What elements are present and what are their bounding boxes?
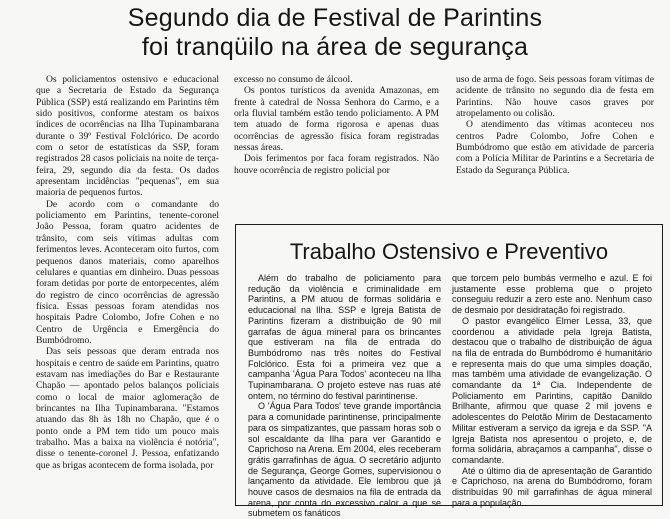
box-column-2 xyxy=(452,273,652,508)
box-column-1 xyxy=(248,273,441,519)
paragraph: Das seis pessoas que deram entrada nos hospitais e centro de saúde em Parintins, quatro estavam nas imediações do Bar e Restaurante Chapão — apontado pelos balanços policiais como o local de maior aglomeração de brincantes na Ilha Tupinambarana. "Estamos atuando das 8h às 18h no Chapão, que é o ponto onde a PM tem tido um pouco mais trabalho. Mas a baixa na violência é notória", disse o tenente-coronel J. Pessoa, enfatizando que as brigas acontecem de forma isolada, por xyxy=(36,346,219,471)
headline-line-1: Segundo dia de Festival de Parintins xyxy=(127,4,543,32)
article-column-3 xyxy=(456,74,654,214)
paragraph: que torcem pelo bumbás vermelho e azul. E foi justamente esse problema que o projeto conseguiu reduzir a zero este ano. Nenhum caso de desmaio por desidratação foi registrado. xyxy=(452,273,652,316)
paragraph: O 'Água Para Todos' teve grande importância para a comunidade parintinense, principalmente para os simpatizantes, que passam horas sob o sol escaldante da Ilha para ver Garantido e Caprichoso na Arena. Em 2004, eles receberam grátis garrafinhas de água. O secretário adjunto de Segurança, George Gomes, supervisionou o lançamento da atividade. Ele lembrou que já houve casos de desmaios na fila de entrada da arena, por conta do excessivo calor a que se submetem os fanáticos xyxy=(248,401,441,519)
sidebar-box xyxy=(235,224,663,519)
box-title: Trabalho Ostensivo e Preventivo xyxy=(289,239,609,264)
article-column-2 xyxy=(234,74,439,214)
paragraph: Dois ferimentos por faca foram registrados. Não houve ocorrência de registro policial por xyxy=(234,153,439,176)
paragraph: O atendimento das vítimas aconteceu nos centros Padre Colombo, Jofre Cohen e Bumbódromo que estão em atividade de parceria com a Polícia Militar de Parintins e a Secretaria de Estado da Segurança Pública. xyxy=(456,119,654,176)
headline xyxy=(0,4,670,62)
paragraph: Os policiamentos ostensivo e educacional que a Secretaria de Estado da Segurança Pública (SSP) está realizando em Parintins têm sido positivos, conforme atestam os baixos índices de ocorrências na Ilha Tupinambarana durante o 39º Festival Folclórico. De acordo com o setor de estatísticas da SSP, foram registrados 28 casos policiais na noite de terça-feira, 29, segundo dia da festa. Os dados apresentam incidências "pequenas", em sua maioria de pequenos furtos. xyxy=(36,74,219,199)
article-column-1 xyxy=(36,74,219,506)
paragraph: uso de arma de fogo. Seis pessoas foram vítimas de acidente de trânsito no segundo dia de festa em Parintins. Não houve casos graves por atropelamento ou colisão. xyxy=(456,74,654,120)
paragraph: Até o último dia de apresentação de Garantido e Caprichoso, na arena do Bumbódromo, foram distribuídas 90 mil garrafinhas de água mineral para a população. xyxy=(452,465,652,508)
paragraph: De acordo com o comandante do policiamento em Parintins, tenente-coronel João Pessoa, foram quatro acidentes de trânsito, com seis vítimas adultas com ferimentos leves. Aconteceram oito furtos, com pequenos danos materiais, como aparelhos celulares e quantias em dinheiro. Duas pessoas foram detidas por porte de entorpecentes, além do registro de cinco ocorrências de agressão física. Essas pessoas foram atendidas nos hospitais Padre Colombo, Jofre Cohen e no Centro de Urgência e Emergência do Bumbódromo. xyxy=(36,198,219,346)
paragraph: Além do trabalho de policiamento para redução da violência e criminalidade em Parintins, a PM atuou de formas solidária e educacional na Ilha. SSP e Igreja Batista de Parintins fizeram a distribuição de 90 mil garrafas de água mineral para os brincantes que estiveram na fila de entrada do Bumbódromo nas três noites do Festival Folclórico. Esta foi a primeira vez que a campanha 'Água Para Todos' aconteceu na Ilha Tupinambarana. O projeto esteve nas ruas até ontem, no término do festival parintinense. xyxy=(248,273,441,401)
paragraph: O pastor evangélico Elmer Lessa, 33, que coordenou a atividade pela Igreja Batista, destacou que o trabalho de distribuição de água na fila de entrada do Bumbódromo é humanitário e representa mais do que uma simples doação, mas também uma atividade de evangelização. O comandante da 1ª Cia. Independente de Policiamento em Parintins, capitão Danildo Brilhante, afirmou que quase 2 mil jovens e adolescentes do Pelotão Mirim de Destacamento Militar estiveram a serviço da igreja e da SSP. "A Igreja Batista nos apresentou o projeto, e, de forma solidária, abraçamos a campanha", disse o comandante. xyxy=(452,315,652,465)
headline-line-2: foi tranqüilo na área de segurança xyxy=(141,33,529,61)
paragraph: Os pontos turísticos da avenida Amazonas, em frente à catedral de Nossa Senhora do Carmo, e a orla fluvial também estão tendo policiamento. A PM tem atuado de forma rigorosa e apenas duas ocorrências de agressão física foram registradas nessas áreas. xyxy=(234,85,439,154)
paragraph: excesso no consumo de álcool. xyxy=(234,74,353,85)
